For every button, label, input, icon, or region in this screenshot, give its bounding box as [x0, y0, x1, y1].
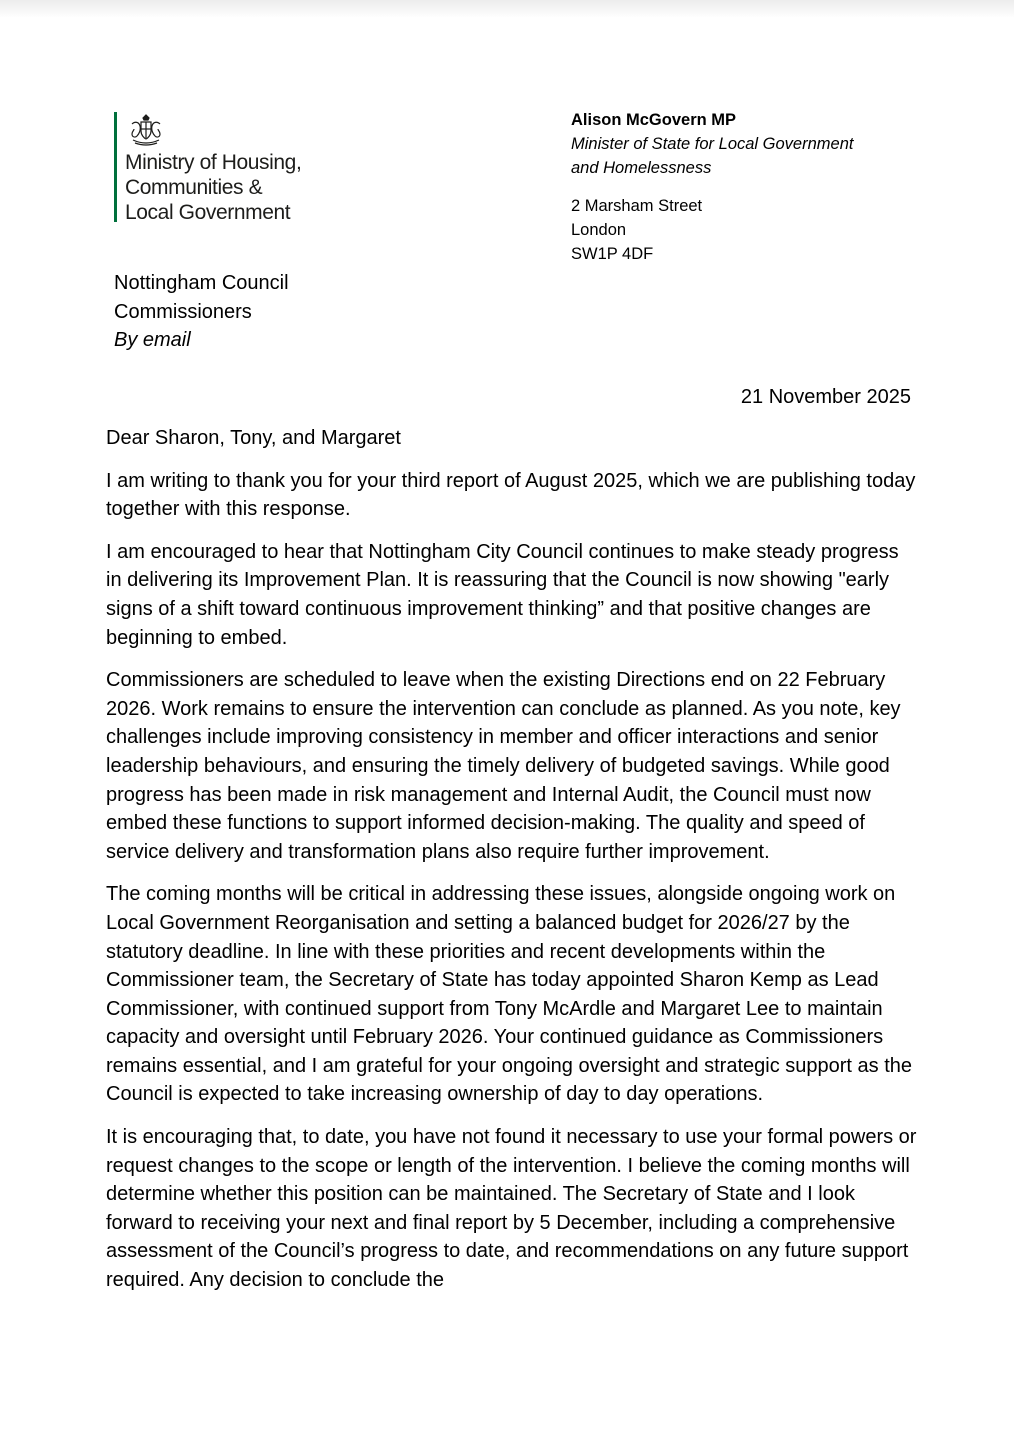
- paragraph-4: The coming months will be critical in addressing these issues, alongside ongoing work on Local Government Reorganisation and setting a balanced budget for 2026/27 by the statutory deadline. In line with these priorities and recent developments within the Commissioner team, the Secretary of State has today appointed Sharon Kemp as Lead Commissioner, with continued support from Tony McArdle and Margaret Lee to maintain capacity and oversight until February 2026. Your continued guidance as Commissioners remains essential, and I am grateful for your ongoing oversight and strategic support as the Council is expected to take increasing ownership of day to day operations.: [106, 883, 913, 1106]
- ministry-name-line-2: Communities &: [125, 176, 263, 199]
- logo-accent-bar: [114, 112, 117, 222]
- paragraph-1: I am writing to thank you for your third report of August 2025, which we are publishing today together with this response.: [106, 469, 916, 521]
- letter-date: 21 November 2025: [740, 386, 911, 408]
- sender-address: [571, 194, 853, 266]
- address-city: London: [571, 221, 627, 239]
- recipient-line-1: Nottingham Council: [114, 272, 289, 294]
- address-street: 2 Marsham Street: [571, 197, 703, 215]
- paragraph-3: Commissioners are scheduled to leave when the existing Directions end on 22 February 2026. Work remains to ensure the intervention can conclude as planned. As you note, key challenges include improving consistency in member and officer interactions and senior leadership behaviours, and ensuring the timely delivery of budgeted savings. While good progress has been made in risk management and Internal Audit, the Council must now embed these functions to support informed decision-making. The quality and speed of service delivery and transformation plans also require further improvement.: [106, 669, 901, 863]
- recipient-line-2: Commissioners: [114, 300, 252, 323]
- ministry-name-line-3: Local Government: [125, 201, 291, 224]
- ministry-name-line-1: Ministry of Housing,: [125, 151, 302, 174]
- address-postcode: SW1P 4DF: [571, 245, 654, 263]
- royal-coat-of-arms-icon: [126, 114, 166, 148]
- paragraph-2: I am encouraged to hear that Nottingham City Council continues to make steady progress in delivering its Improvement Plan. It is reassuring that the Council is now showing "early signs of a shift toward continuous improvement thinking” and that positive changes are beginning to embed.: [106, 540, 899, 649]
- ministry-logo: [114, 112, 374, 224]
- recipient-delivery: By email: [114, 329, 191, 351]
- letter-body: [106, 424, 918, 1309]
- paragraph-5: It is encouraging that, to date, you have not found it necessary to use your formal powers or request changes to the scope or length of the intervention. I believe the coming months will determine whether this position can be maintained. The Secretary of State and I look forward to receiving your next and final report by 5 December, including a comprehensive assessment of the Council’s progress to date, and recommendations on any future support required. Any decision to conclude the: [106, 1126, 917, 1292]
- sender-name: Alison McGovern MP: [571, 111, 737, 129]
- ministry-name: [125, 150, 301, 225]
- sender-role-line-1: Minister of State for Local Government: [571, 135, 854, 153]
- recipient-block: [114, 269, 289, 355]
- sender-block: [571, 108, 853, 266]
- page-top-shadow: [0, 0, 1014, 18]
- sender-role-line-2: and Homelessness: [571, 159, 712, 177]
- salutation: Dear Sharon, Tony, and Margaret: [106, 427, 401, 449]
